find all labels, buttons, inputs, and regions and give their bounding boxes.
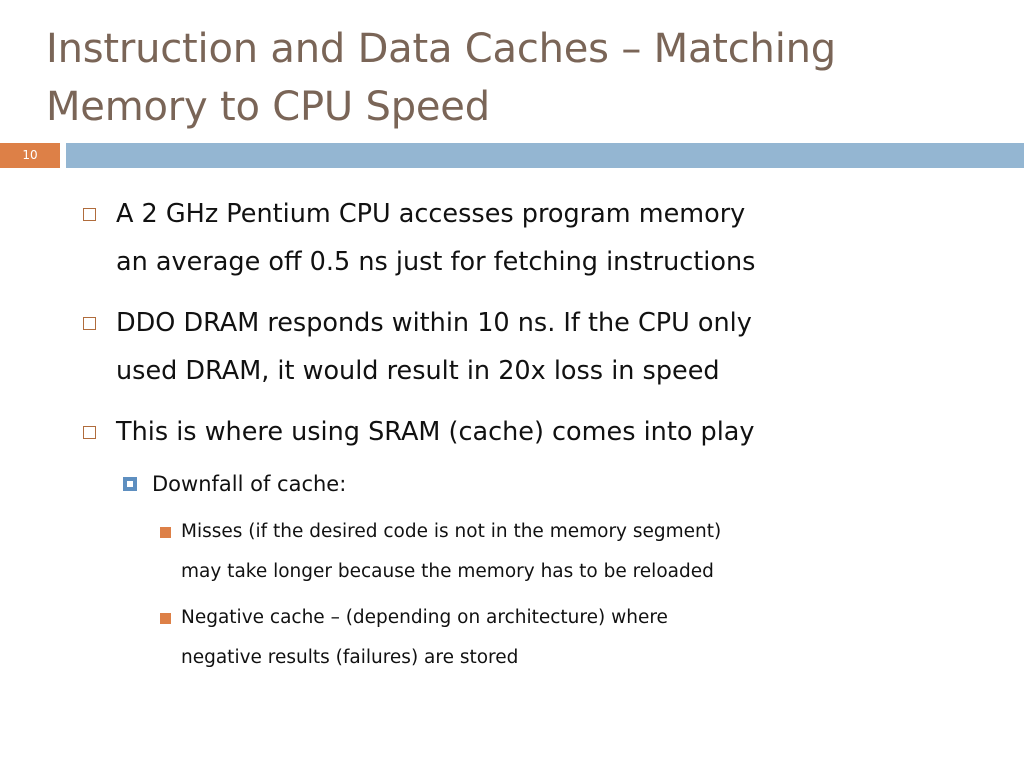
bullet-line: negative results (failures) are stored (181, 647, 519, 668)
hollow-square-bullet-icon (83, 317, 96, 330)
bullet-line: DDO DRAM responds within 10 ns. If the CPU only (116, 308, 752, 338)
framed-square-bullet-icon (123, 477, 137, 491)
bullet-line: This is where using SRAM (cache) comes into play (116, 417, 755, 447)
bullet-level1-item (116, 408, 976, 456)
bullet-line: Downfall of cache: (152, 472, 347, 496)
filled-square-bullet-icon (160, 527, 171, 538)
bullet-level2-item (152, 468, 972, 500)
bullet-line: used DRAM, it would result in 20x loss in speed (116, 356, 720, 386)
bullet-line: A 2 GHz Pentium CPU accesses program memory (116, 199, 746, 229)
bullet-level1-item (116, 299, 976, 395)
hollow-square-bullet-icon (83, 208, 96, 221)
bullet-level1-item (116, 190, 976, 286)
filled-square-bullet-icon (160, 613, 171, 624)
bullet-line: Negative cache – (depending on architecture) where (181, 607, 668, 628)
slide-title: Instruction and Data Caches – Matching Memory to CPU Speed (46, 26, 836, 130)
hollow-square-bullet-icon (83, 426, 96, 439)
bullet-line: may take longer because the memory has to be reloaded (181, 561, 714, 582)
bullet-line: an average off 0.5 ns just for fetching instructions (116, 247, 756, 277)
slide-number: 10 (0, 143, 60, 168)
bullet-line: Misses (if the desired code is not in the memory segment) (181, 521, 722, 542)
bullet-level3-item (181, 512, 981, 592)
bullet-level3-item (181, 598, 981, 678)
